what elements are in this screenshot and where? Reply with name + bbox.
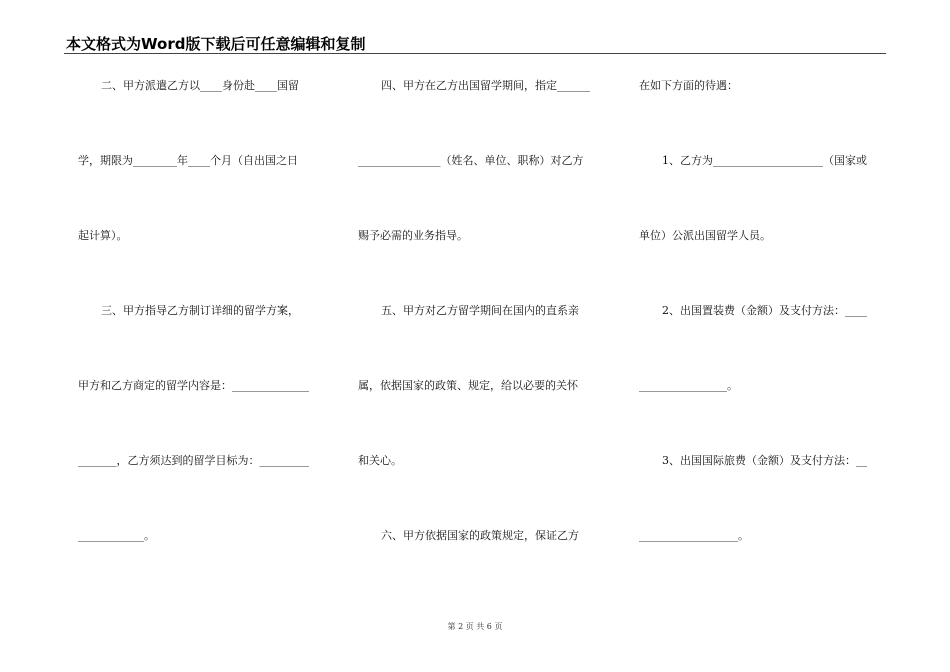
paragraph-line: 属，依据国家的政策、规定，给以必要的关怀 <box>358 379 578 392</box>
paragraph-line: 五、甲方对乙方留学期间在国内的直系亲 <box>381 304 579 317</box>
paragraph-line: 四、甲方在乙方出国留学期间，指定______ <box>381 79 590 92</box>
paragraph-line: ____________。 <box>78 529 155 542</box>
paragraph-line: 在如下方面的待遇： <box>639 79 738 92</box>
header-divider <box>64 53 886 54</box>
paragraph-line: 甲方和乙方商定的留学内容是：______________ <box>78 379 309 392</box>
paragraph-line: 六、甲方依据国家的政策规定，保证乙方 <box>381 529 579 542</box>
paragraph-line: 起计算）。 <box>78 229 128 242</box>
paragraph-line: 学，期限为________年____个月（自出国之日 <box>78 154 298 167</box>
paragraph-line: ________________。 <box>639 379 738 392</box>
page-number-footer: 第 2 页 共 6 页 <box>447 622 503 631</box>
paragraph-line: 单位）公派出国留学人员。 <box>639 229 771 242</box>
paragraph-line: 三、甲方指导乙方制订详细的留学方案， <box>101 304 299 317</box>
paragraph-line: 1、乙方为____________________（国家或 <box>662 154 867 167</box>
paragraph-line: 二、甲方派遣乙方以____身份赴____国留 <box>101 79 299 92</box>
page-header-title: 本文格式为Word版下载后可任意编辑和复制 <box>66 35 366 53</box>
paragraph-line: _______，乙方须达到的留学目标为：_________ <box>78 454 309 467</box>
paragraph-line: _______________（姓名、单位、职称）对乙方 <box>358 154 584 167</box>
paragraph-line: 2、出国置装费（金额）及支付方法：____ <box>662 304 867 317</box>
paragraph-line: 3、出国国际旅费（金额）及支付方法：__ <box>662 454 867 467</box>
paragraph-line: 和关心。 <box>358 454 402 467</box>
paragraph-line: __________________。 <box>639 529 749 542</box>
paragraph-line: 赐予必需的业务指导。 <box>358 229 468 242</box>
